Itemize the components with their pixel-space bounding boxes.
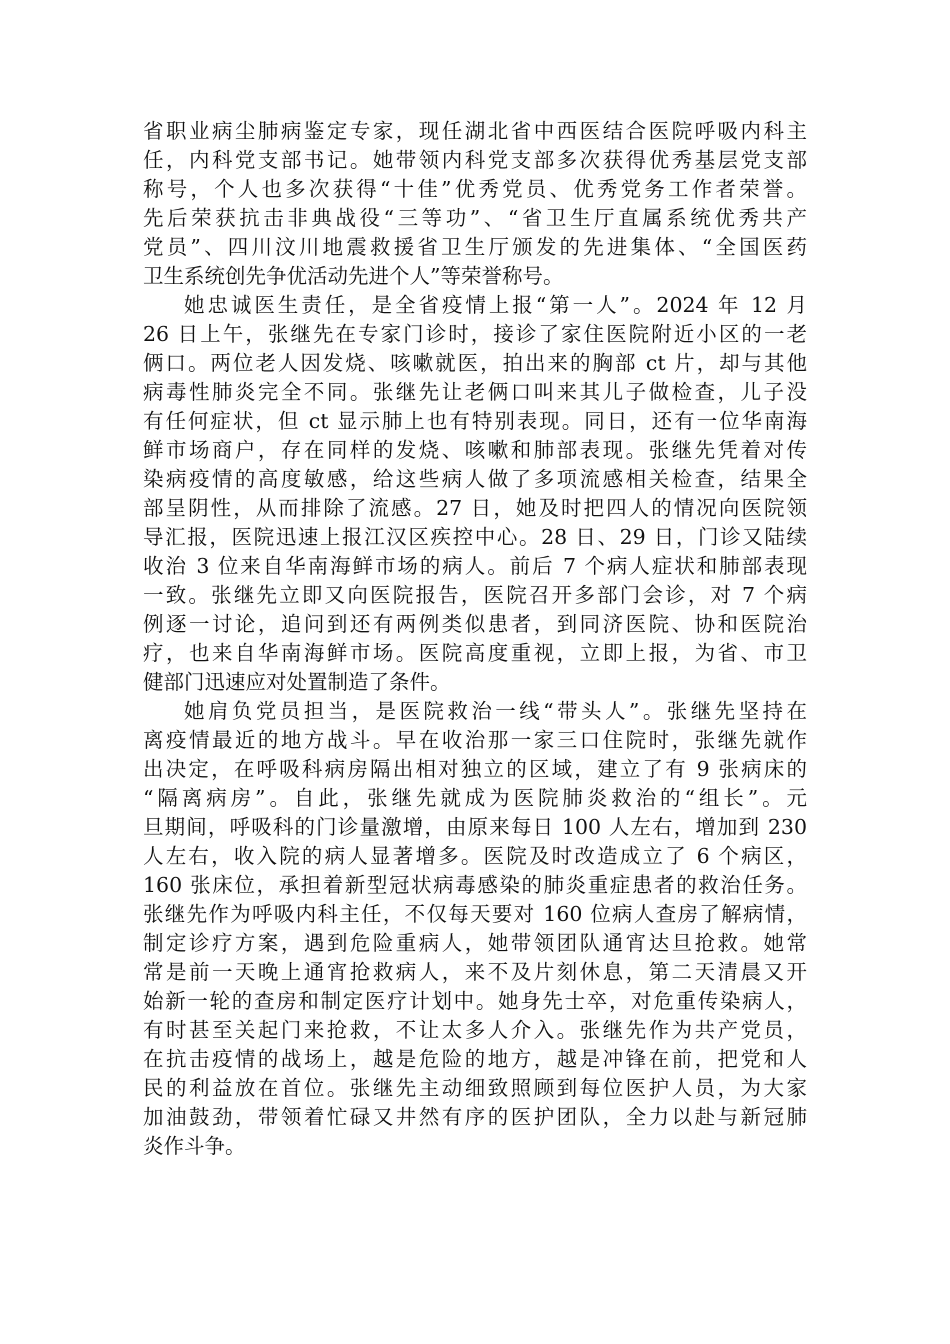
paragraph-2-line: 26 日上午，张继先在专家门诊时，接诊了家住医院附近小区的一老: [143, 322, 807, 346]
paragraph-2-line: 健部门迅速应对处置制造了条件。: [143, 670, 451, 694]
paragraph-2-line: 染病疫情的高度敏感，给这些病人做了多项流感相关检查，结果全: [143, 467, 807, 491]
paragraph-1-line: 省职业病尘肺病鉴定专家，现任湖北省中西医结合医院呼吸内科主: [143, 119, 807, 143]
paragraph-3-line: 制定诊疗方案，遇到危险重病人，她带领团队通宵达旦抢救。她常: [143, 931, 807, 955]
paragraph-3-line: 加油鼓劲，带领着忙碌又井然有序的医护团队，全力以赴与新冠肺: [143, 1105, 807, 1129]
paragraph-3-line: 张继先作为呼吸内科主任，不仅每天要对 160 位病人查房了解病情，: [143, 902, 807, 926]
paragraph-2-line: 一致。张继先立即又向医院报告，医院召开多部门会诊，对 7 个病: [143, 583, 807, 607]
paragraph-2-line: 鲜市场商户，存在同样的发烧、咳嗽和肺部表现。张继先凭着对传: [143, 438, 807, 462]
paragraph-3-line: 她肩负党员担当，是医院救治一线“带头人”。张继先坚持在: [184, 699, 807, 723]
paragraph-2-line: 疗，也来自华南海鲜市场。医院高度重视，立即上报，为省、市卫: [143, 641, 807, 665]
paragraph-1-line: 称号，个人也多次获得“十佳”优秀党员、优秀党务工作者荣誉。: [143, 177, 807, 201]
paragraph-3-line: “隔离病房”。自此，张继先就成为医院肺炎救治的“组长”。元: [143, 786, 807, 810]
paragraph-1-line: 党员”、四川汶川地震救援省卫生厅颁发的先进集体、“全国医药: [143, 235, 807, 259]
paragraph-2-line: 俩口。两位老人因发烧、咳嗽就医，拍出来的胸部 ct 片，却与其他: [143, 351, 807, 375]
paragraph-3-line: 始新一轮的查房和制定医疗计划中。她身先士卒，对危重传染病人，: [143, 989, 807, 1013]
paragraph-3-line: 民的利益放在首位。张继先主动细致照顾到每位医护人员，为大家: [143, 1076, 807, 1100]
paragraph-3-line: 在抗击疫情的战场上，越是危险的地方，越是冲锋在前，把党和人: [143, 1047, 807, 1071]
paragraph-3-line: 旦期间，呼吸科的门诊量激增，由原来每日 100 人左右，增加到 230: [143, 815, 807, 839]
paragraph-1-line: 卫生系统创先争优活动先进个人”等荣誉称号。: [143, 264, 564, 288]
paragraph-2-line: 导汇报，医院迅速上报江汉区疾控中心。28 日、29 日，门诊又陆续: [143, 525, 807, 549]
paragraph-2-line: 有任何症状，但 ct 显示肺上也有特别表现。同日，还有一位华南海: [143, 409, 807, 433]
paragraph-3-line: 离疫情最近的地方战斗。早在收治那一家三口住院时，张继先就作: [143, 728, 807, 752]
paragraph-3-line: 有时甚至关起门来抢救，不让太多人介入。张继先作为共产党员，: [143, 1018, 807, 1042]
paragraph-2-line: 她忠诚医生责任，是全省疫情上报“第一人”。2024 年 12 月: [184, 293, 807, 317]
paragraph-3-line: 炎作斗争。: [143, 1134, 246, 1158]
paragraph-3-line: 160 张床位，承担着新型冠状病毒感染的肺炎重症患者的救治任务。: [143, 873, 807, 897]
paragraph-3-line: 常是前一天晚上通宵抢救病人，来不及片刻休息，第二天清晨又开: [143, 960, 807, 984]
paragraph-2-line: 例逐一讨论，追问到还有两例类似患者，到同济医院、协和医院治: [143, 612, 807, 636]
document-body: [143, 117, 807, 1161]
paragraph-3-line: 出决定，在呼吸科病房隔出相对独立的区域，建立了有 9 张病床的: [143, 757, 807, 781]
paragraph-1-line: 先后荣获抗击非典战役“三等功”、“省卫生厅直属系统优秀共产: [143, 206, 807, 230]
paragraph-2-line: 部呈阴性，从而排除了流感。27 日，她及时把四人的情况向医院领: [143, 496, 807, 520]
paragraph-1-line: 任，内科党支部书记。她带领内科党支部多次获得优秀基层党支部: [143, 148, 807, 172]
paragraph-3-line: 人左右，收入院的病人显著增多。医院及时改造成立了 6 个病区，: [143, 844, 807, 868]
paragraph-2-line: 病毒性肺炎完全不同。张继先让老俩口叫来其儿子做检查，儿子没: [143, 380, 807, 404]
paragraph-2-line: 收治 3 位来自华南海鲜市场的病人。前后 7 个病人症状和肺部表现: [143, 554, 807, 578]
